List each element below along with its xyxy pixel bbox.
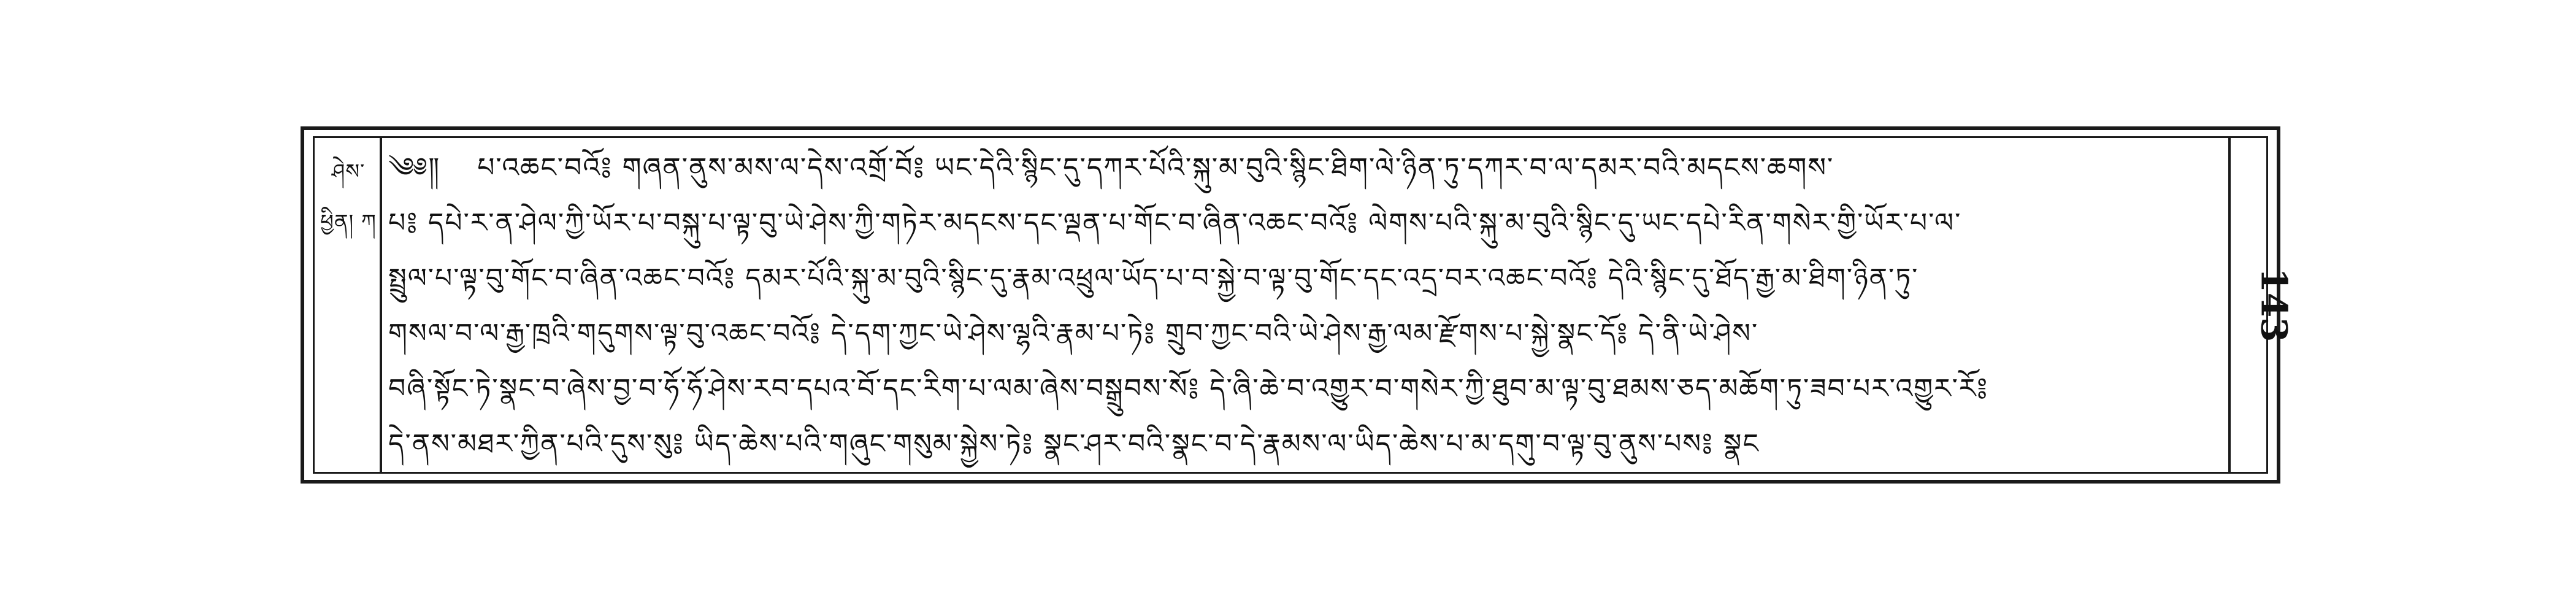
left-margin xyxy=(315,138,382,472)
text-line-6: དེ་ནས་མཐར་ཀྱིན་པའི་དུས་སུ༔ ཡིད་ཆེས་པའི་གཞུང་གསུམ་སྐྱེས་ཏེ༔ སྣང་ཤར་བའི་སྣང་བ་དེ་རྣམས་ལ་ཡིད་ཆེས་པ་མ་དགུ་བ་ལྟ་བུ་ནུས་པས༔ སྣང xyxy=(388,428,1760,460)
margin-label: ཤེས་ཕྱིན། ཀ xyxy=(320,160,377,234)
text-line-1 xyxy=(388,141,2222,196)
text-block xyxy=(388,141,2222,469)
folio-inner-frame xyxy=(313,136,2268,474)
opening-mark: ༄༅༎ xyxy=(388,152,441,183)
text-line-4: གསལ་བ་ལ་རྒྱ་ཁྲའི་གདུགས་ལྟ་བུ་འཆང་བའོ༔ དེ་དག་ཀྱང་ཡེ་ཤེས་ལྷའི་རྣམ་པ་ཏེ༔ གྲུབ་ཀྱང་བའི་ཡེ་ཤེས་རྒྱ་ལམ་རྫོགས་པ་སྐྱེ་སྣང་དོ༔ དེ་ནི་ཡེ་ཤེས་ xyxy=(388,318,1759,349)
text-line-3: སྤྲུལ་པ་ལྟ་བུ་གོང་བ་ཞིན་འཆང་བའོ༔ དམར་པོའི་སྐུ་མ་བུའི་སྙིང་དུ་རྣམ་འཕྲུལ་ཡོད་པ་བ་སྐྱེ་བ་ལྟ་བུ་གོང་དང་འདྲ་བར་འཆང་བའོ༔ དེའི་སྙིང་དུ་ཐོད་རྒྱ་མ་ཐིག་ཉིན་ཏུ་ xyxy=(388,263,1919,294)
text-line-2: པ༔ དཔེ་ར་ན་ཤེལ་ཀྱི་ཡོར་པ་བསྐུ་པ་ལྟ་བུ་ཡེ་ཤེས་ཀྱི་གཏེར་མདངས་དང་ལྡན་པ་གོང་བ་ཞིན་འཆང་བའོ༔ ལེགས་པའི་སྐུ་མ་བུའི་སྙིང་དུ་ཡང་དཔེ་རིན་གསེར་གྱི་ཡོར་པ་ལ་ xyxy=(388,207,1962,239)
page-number: 143 xyxy=(2253,268,2295,342)
text-line-1-content: པ་འཆང་བའོ༔ གཞན་ནུས་མས་ལ་དེས་འགྲོ་བོ༔ ཡང་དེའི་སྙིང་དུ་དཀར་པོའི་སྐུ་མ་བུའི་སྙིང་ཐིག་ལེ་ཉིན་ཏུ་དཀར་བ་ལ་དམར་བའི་མདངས་ཆགས་ xyxy=(477,152,1834,183)
text-line-5: བཞི་སྟོང་ཏེ་སྣང་བ་ཞེས་བྱ་བ་ཧོ་ཧོ་ཤེས་རབ་དཔའ་བོ་དང་རིག་པ་ལམ་ཞེས་བསྒྲུབས་སོ༔ དེ་ཞི་ཆེ་བ་འགྱུར་བ་གསེར་ཀྱི་ཐུབ་མ་ལྟ་བུ་ཐམས་ཅད་མཆོག་ཏུ་ཟབ་པར་འགྱུར་རོ༔ xyxy=(388,373,1989,404)
pecha-folio xyxy=(301,126,2295,484)
